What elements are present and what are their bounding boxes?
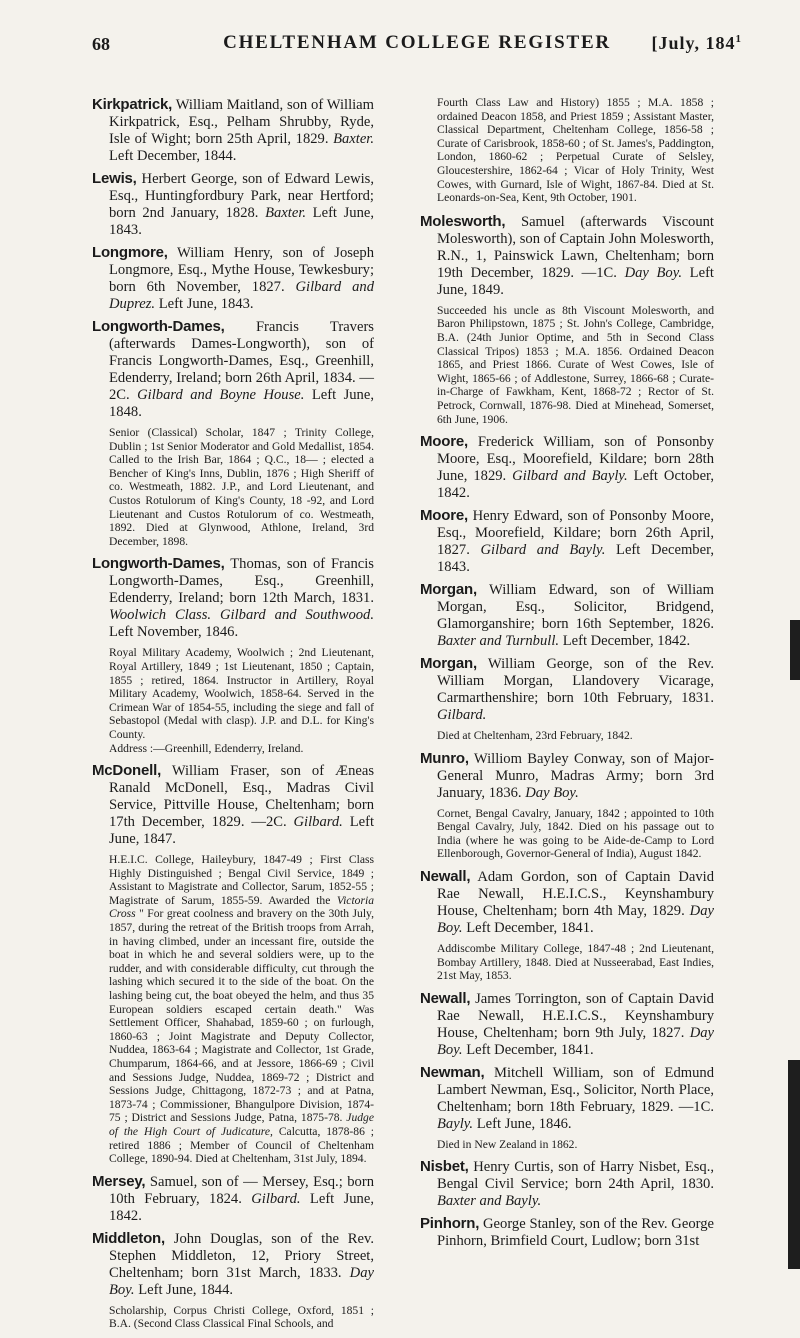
note-molesworth: Succeeded his uncle as 8th Viscount Molesworth, and Baron Philipstown, 1875 ; St. John's College, Cambridge, B.A. (24th Junior Optime, and 5th in Second Class Classical Tripos) 1853 ; M.A. 1856. Ordained Deacon 1865, and Priest 1866. Curate of West Cowes, Isle of Wight, 1865-66 ; of Addlestone, Surrey, 1866-68 ; Curate-in-Charge of Fawkham, Kent, 1868-72 ; Rector of St. Petrock, Cornwall, 1876-98. Died at Minehead, Somerset, 6th June, 1906. xyxy=(437,303,714,426)
entry-pinhorn: Pinhorn, George Stanley, son of the Rev. George Pinhorn, Brimfield Court, Ludlow; born 31st xyxy=(420,1215,714,1250)
note-newman: Died in New Zealand in 1862. xyxy=(437,1137,578,1151)
page-edge-shadow xyxy=(788,1060,800,1269)
page-edge-shadow xyxy=(790,620,800,680)
note-morgan-william-george: Died at Cheltenham, 23rd February, 1842. xyxy=(437,729,633,743)
entry-lewis: Lewis, Herbert George, son of Edward Lewis, Esq., Huntingfordbury Park, near Hertford; born 2nd January, 1828. Baxter. Left June, 1843. xyxy=(92,170,375,238)
entry-morgan-william-edward: Morgan, William Edward, son of William Morgan, Esq., Solicitor, Bridgend, Glamorganshire; born 16th September, 1826. Baxter and Turnbull. Left December, 1842. xyxy=(420,581,714,650)
note-munro: Cornet, Bengal Cavalry, January, 1842 ; appointed to 10th Bengal Cavalry, July, 1842. Died on his passage out to India (where he was going to be Aide-de-Camp to Lord Ellenborough, Governor-General of India), August 1842. xyxy=(437,806,714,861)
running-date: [July, $184^1$ xyxy=(651,33,742,53)
entry-molesworth: Molesworth, Samuel (afterwards Viscount Molesworth), son of Captain John Molesworth, R.N., 1, Painswick Lawn, Cheltenham; born 19th December, 1829. —1C. Day Boy. Left June, 1849. xyxy=(420,212,714,298)
running-title: CHELTENHAM COLLEGE REGISTER xyxy=(223,32,611,53)
entry-longmore: Longmore, William Henry, son of Joseph Longmore, Esq., Mythe House, Tewkesbury; born 6th November, 1827. Gilbard and Duprez. Left June, 1843. xyxy=(92,244,374,312)
entry-nisbet: Nisbet, Henry Curtis, son of Harry Nisbet, Esq., Bengal Civil Service; born 24th April, 1830. Baxter and Bayly. xyxy=(420,1158,715,1210)
entry-kirkpatrick: Kirkpatrick, William Maitland, son of William Kirkpatrick, Esq., Pelham Shrubby, Ryde, Isle of Wight; born 25th April, 1829. Baxter. Left December, 1844. xyxy=(92,96,375,164)
note-middleton-continued: Fourth Class Law and History) 1855 ; M.A. 1858 ; ordained Deacon 1858, and Priest 1859 ; Assistant Master, Classical Department, Cheltenham College, 1856-58 ; Curate of Carisbrook, 1858-60 ; of St. James's, Paddington, London, 1860-62 ; Perpetual Curate of Selsley, Gloucestershire, 1862-64 ; Vicar of Holy Trinity, West Cowes, with Gurnard, Isle of Wight, 1867-84. Died at St. Leonards-on-Sea, Kent, 9th October, 1901. xyxy=(437,96,714,205)
entry-newall-adam: Newall, Adam Gordon, son of Captain David Rae Newall, H.E.I.C.S., Keynshambury House, Cheltenham; born 4th May, 1829. Day Boy. Left December, 1841. xyxy=(420,868,714,937)
entry-moore-frederick: Moore, Frederick William, son of Ponsonby Moore, Esq., Moorefield, Kildare; born 28th June, 1829. Gilbard and Bayly. Left October, 1842. xyxy=(420,433,715,502)
right-column xyxy=(420,96,714,1255)
entry-moore-henry: Moore, Henry Edward, son of Ponsonby Moore, Esq., Moorefield, Kildare; born 26th April, 1827. Gilbard and Bayly. Left December, 1843. xyxy=(420,507,715,576)
entry-mersey: Mersey, Samuel, son of — Mersey, Esq.; born 10th February, 1824. Gilbard. Left June, 1842. xyxy=(92,1172,374,1224)
entry-longworth-dames-thomas: Longworth-Dames, Thomas, son of Francis Longworth-Dames, Esq., Greenhill, Edenderry, Ireland; born 12th March, 1831. Woolwich Class. Gilbard and Southwood. Left November, 1846. xyxy=(92,555,374,641)
entry-newall-james: Newall, James Torrington, son of Captain David Rae Newall, H.E.I.C.S., Keynshambury House, Cheltenham; born 9th July, 1827. Day Boy. Left December, 1841. xyxy=(420,989,715,1058)
entry-mcdonell: McDonell, William Fraser, son of Æneas Ranald McDonell, Esq., Madras Civil Service, Pittville House, Cheltenham; born 17th December, 1829. —2C. Gilbard. Left June, 1847. xyxy=(92,762,375,848)
page-number: 68 xyxy=(92,34,110,54)
note-mcdonell: H.E.I.C. College, Haileybury, 1847-49 ; First Class Highly Distinguished ; Bengal Civil Service, 1849 ; Assistant to Magistrate and Collector, Sarum, 1852-55 ; Magistrate of Sarum, 1855-59. Awarded the Victoria Cross " For great coolness and bravery on the 30th July, 1857, during the retreat of the British troops from Arrah, in having climbed, under an incessant fire, outside the boat in which he and several soldiers were, up to the rudder, and with considerable difficulty, cut through the lashing which secured it to the side of the boat. On the lashing being cut, the boat obeyed the helm, and thus 35 European soldiers escaped certain death." Was Settlement Officer, Shahabad, 1859-60 ; on furlough, 1860-63 ; Joint Magistrate and Deputy Collector, Nuddea, 1863-64 ; Magistrate and Collector, 1st Grade, Chumparum, 1864-66, and at Jessore, 1866-69 ; Civil and Sessions Judge, Nuddea, 1869-72 ; District and Sessions Judge, Chittagong, 1872-73 ; and at Patna, 1873-74 ; Commissioner, Bhangulpore Division, 1874-75 ; District and Sessions Judge, Patna, 1875-78. Judge of the High Court of Judicature, Calcutta, 1878-86 ; retired 1886 ; Member of Council of Cheltenham College, 1890-94. Died at Cheltenham, 31st July, 1894. xyxy=(109,853,374,1166)
note-middleton: Scholarship, Corpus Christi College, Oxford, 1851 ; B.A. (Second Class Classical Final Schools, and xyxy=(109,1303,374,1331)
note-longworth-dames-thomas: Royal Military Academy, Woolwich ; 2nd Lieutenant, Royal Artillery, 1849 ; 1st Lieutenant, 1850 ; Captain, 1855 ; retired, 1864. Instructor in Artillery, Royal Military Academy, Woolwich, 1858-64. Served in the Crimean War of 1854-55, including the siege and fall of Sebastopol (Medal with clasp). J.P. and D.L. for King's County. Address :—Greenhill, Edenderry, Ireland. xyxy=(109,646,374,755)
entry-newman: Newman, Mitchell William, son of Edmund Lambert Newman, Esq., Solicitor, North Place, Cheltenham; born 18th February, 1829. —1C. Bayly. Left June, 1846. xyxy=(420,1063,715,1132)
left-column xyxy=(92,96,374,1338)
page-header xyxy=(92,30,742,60)
entry-morgan-william-george: Morgan, William George, son of the Rev. William Morgan, Llandovery Vicarage, Carmarthenshire; born 10th February, 1831. Gilbard. xyxy=(420,655,714,724)
note-longworth-dames-francis: Senior (Classical) Scholar, 1847 ; Trinity College, Dublin ; 1st Senior Moderator and Gold Medallist, 1854. Called to the Irish Bar, 1864 ; Q.C., 18— ; elected a Bencher of King's Inns, Dublin, 1876 ; High Sheriff of co. Westmeath, 1882. J.P., and Lord Lieutenant, and Custos Rotulorum of King's County, 18 -92, and Lord Lieutenant and Custos Rotulorum of co. Westmeath, 1892. Died at Glynwood, Athlone, Ireland, 3rd December, 1898. xyxy=(109,426,374,548)
entry-longworth-dames-francis: Longworth-Dames, Francis Travers (afterwards Dames-Longworth), son of Francis Longworth-Dames, Esq., Greenhill, Edenderry, Ireland; born 26th April, 1834. —2C. Gilbard and Boyne House. Left June, 1848. xyxy=(92,318,374,420)
entry-munro: Munro, Williom Bayley Conway, son of Major-General Munro, Madras Army; born 3rd January, 1836. Day Boy. xyxy=(420,749,715,801)
entry-middleton: Middleton, John Douglas, son of the Rev. Stephen Middleton, 12, Priory Street, Cheltenham; born 31st March, 1833. Day Boy. Left June, 1844. xyxy=(92,1229,374,1298)
note-newall-adam: Addiscombe Military College, 1847-48 ; 2nd Lieutenant, Bombay Artillery, 1848. Died at Nusseerabad, East Indies, 21st May, 1853. xyxy=(437,942,714,983)
